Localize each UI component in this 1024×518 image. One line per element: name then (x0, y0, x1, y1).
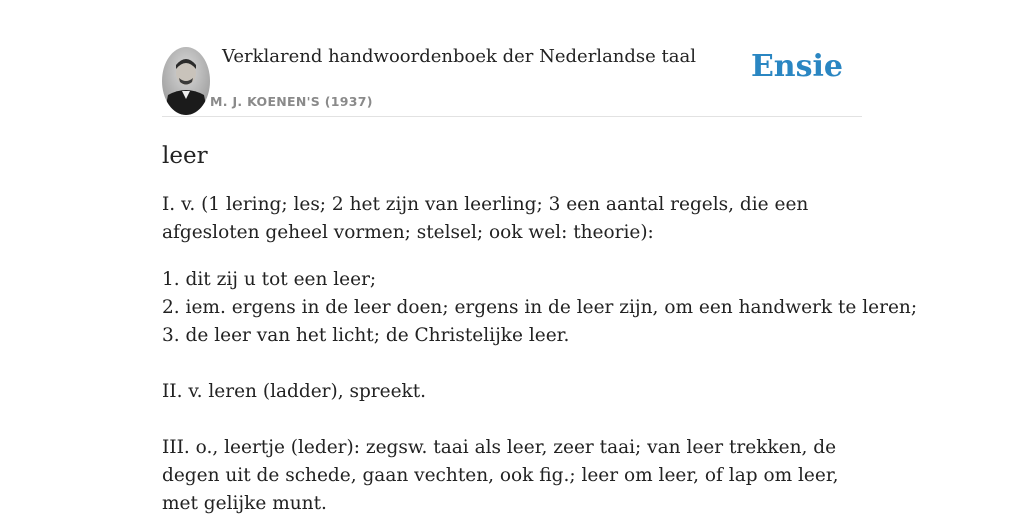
example-item: 3. de leer van het licht; de Christelijke leer. (162, 325, 570, 346)
ensie-logo-link[interactable]: Ensie (750, 49, 843, 84)
example-list (162, 266, 918, 350)
page (162, 0, 918, 518)
entry-headword: leer (162, 143, 208, 169)
entry-sense-3: III. o., leertje (leder): zegsw. taai als leer, zeer taai; van leer trekken, de degen uit de schede, gaan vechten, ook fig.; leer om leer, of lap om leer, met gelijke munt. (162, 437, 839, 514)
example-item: 1. dit zij u tot een leer; (162, 269, 377, 290)
example-item: 2. iem. ergens in de leer doen; ergens in de leer zijn, om een handwerk te leren; (162, 297, 918, 318)
dictionary-title: Verklarend handwoordenboek der Nederlandse taal (222, 46, 696, 67)
dictionary-author: M. J. KOENEN'S (1937) (210, 94, 373, 109)
site-header (162, 0, 862, 117)
author-portrait (162, 47, 210, 115)
entry-sense-1: I. v. (1 lering; les; 2 het zijn van leerling; 3 een aantal regels, die een afgesloten geheel vormen; stelsel; ook wel: theorie): (162, 194, 809, 243)
entry-sense-2: II. v. leren (ladder), spreekt. (162, 381, 427, 402)
